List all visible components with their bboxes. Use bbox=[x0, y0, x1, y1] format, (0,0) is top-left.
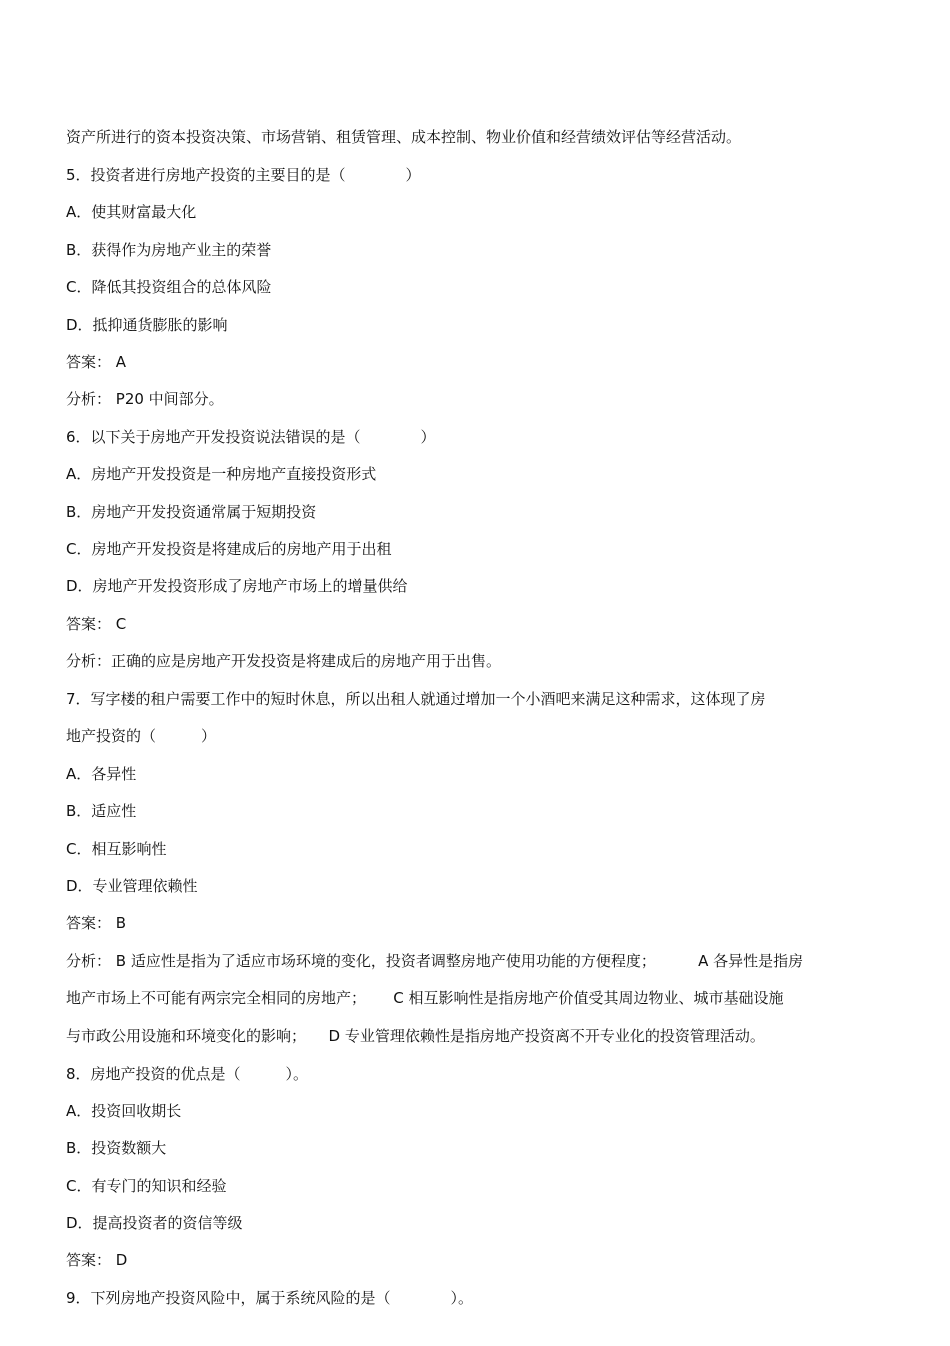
analysis-5: 分析： P20 中间部分。 bbox=[66, 390, 224, 408]
analysis-7-line-3: 与市政公用设施和环境变化的影响； D 专业管理依赖性是指房地产投资离不开专业化的投资管理活动。 bbox=[66, 1027, 765, 1045]
answer-6: 答案： C bbox=[66, 615, 127, 633]
option-7b: B．适应性 bbox=[66, 802, 137, 820]
question-7-line-1: 7．写字楼的租户需要工作中的短时休息，所以出租人就通过增加一个小酒吧来满足这种需求，这体现了房 bbox=[66, 690, 766, 708]
question-9: 9．下列房地产投资风险中，属于系统风险的是（ ）。 bbox=[66, 1289, 474, 1307]
question-5: 5．投资者进行房地产投资的主要目的是（ ） bbox=[66, 166, 421, 184]
analysis-7-line-2: 地产市场上不可能有两宗完全相同的房地产； C 相互影响性是指房地产价值受其周边物业、城市基础设施 bbox=[66, 989, 784, 1007]
option-5b: B．获得作为房地产业主的荣誉 bbox=[66, 241, 272, 259]
option-8a: A．投资回收期长 bbox=[66, 1102, 182, 1120]
option-7a: A．各异性 bbox=[66, 765, 137, 783]
option-8d: D．提高投资者的资信等级 bbox=[66, 1214, 243, 1232]
question-7-line-2: 地产投资的（ ） bbox=[66, 727, 217, 745]
answer-7: 答案： B bbox=[66, 914, 127, 932]
answer-8: 答案： D bbox=[66, 1251, 128, 1269]
analysis-6: 分析：正确的应是房地产开发投资是将建成后的房地产用于出售。 bbox=[66, 652, 502, 670]
option-6c: C．房地产开发投资是将建成后的房地产用于出租 bbox=[66, 540, 392, 558]
option-5c: C．降低其投资组合的总体风险 bbox=[66, 278, 272, 296]
option-6a: A．房地产开发投资是一种房地产直接投资形式 bbox=[66, 465, 377, 483]
option-8c: C．有专门的知识和经验 bbox=[66, 1177, 227, 1195]
option-5a: A．使其财富最大化 bbox=[66, 203, 197, 221]
analysis-7-line-1: 分析： B 适应性是指为了适应市场环境的变化，投资者调整房地产使用功能的方便程度； A 各异性是指房 bbox=[66, 952, 804, 970]
option-7c: C．相互影响性 bbox=[66, 840, 167, 858]
option-7d: D．专业管理依赖性 bbox=[66, 877, 198, 895]
question-8: 8．房地产投资的优点是（ ）。 bbox=[66, 1065, 309, 1083]
option-5d: D．抵抑通货膨胀的影响 bbox=[66, 316, 228, 334]
answer-5: 答案： A bbox=[66, 353, 127, 371]
option-6b: B．房地产开发投资通常属于短期投资 bbox=[66, 503, 317, 521]
option-8b: B．投资数额大 bbox=[66, 1139, 167, 1157]
option-6d: D．房地产开发投资形成了房地产市场上的增量供给 bbox=[66, 577, 408, 595]
text-line-intro: 资产所进行的资本投资决策、市场营销、租赁管理、成本控制、物业价值和经营绩效评估等经营活动。 bbox=[66, 128, 742, 146]
question-6: 6．以下关于房地产开发投资说法错误的是（ ） bbox=[66, 428, 436, 446]
